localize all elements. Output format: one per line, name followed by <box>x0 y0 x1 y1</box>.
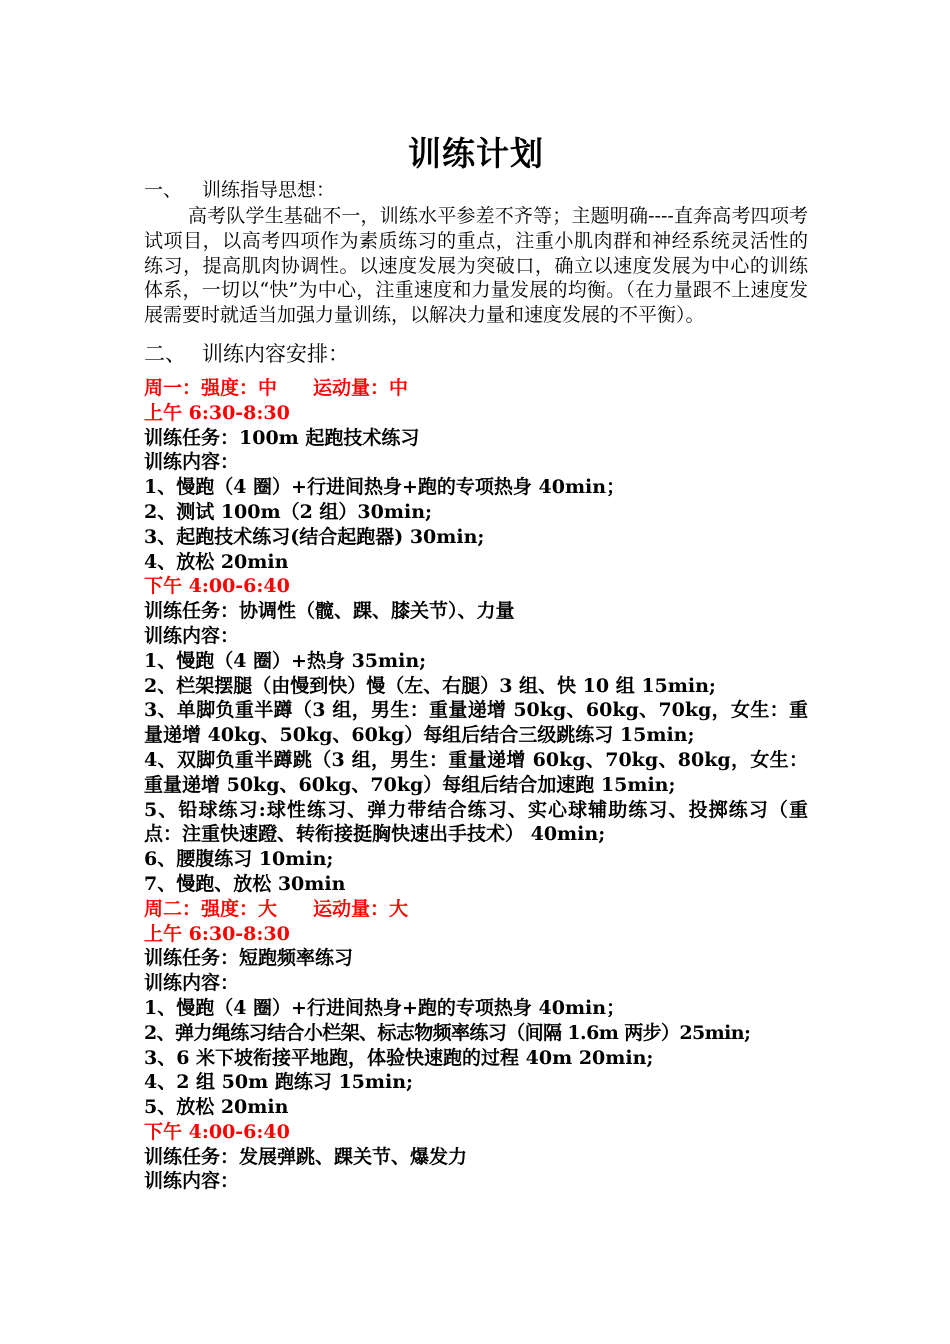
list-item: 3、起跑技术练习(结合起跑器) 30min; <box>144 525 485 548</box>
monday-header <box>144 376 808 401</box>
document-page <box>144 128 808 1194</box>
tuesday-header <box>144 897 808 922</box>
section1-heading <box>144 176 808 204</box>
section1-number: 一、 <box>144 179 183 201</box>
tuesday-pm-content-label: 训练内容： <box>144 1170 240 1193</box>
monday-intensity: 周一：强度：中 <box>144 376 278 399</box>
list-item: 2、弹力绳练习结合小栏架、标志物频率练习（间隔 1.6m 两步）25min; <box>144 1021 751 1044</box>
monday-am-content-label: 训练内容： <box>144 451 240 474</box>
list-item: 4、双脚负重半蹲跳（3 组，男生：重量递增 60kg、70kg、80kg，女生：重量递增 50kg、60kg、70kg）每组后结合加速跑 15min; <box>144 748 808 796</box>
list-item: 3、6 米下坡衔接平地跑，体验快速跑的过程 40m 20min; <box>144 1046 654 1069</box>
list-item: 7、慢跑、放松 30min <box>144 872 346 895</box>
list-item: 1、慢跑（4 圈）+热身 35min; <box>144 649 427 672</box>
tuesday-pm-task: 训练任务：发展弹跳、踝关节、爆发力 <box>144 1145 468 1168</box>
monday-am-time: 上午 6:30-8:30 <box>144 401 290 424</box>
list-item: 1、慢跑（4 圈）+行进间热身+跑的专项热身 40min； <box>144 996 626 1019</box>
section2-title: 训练内容安排： <box>202 341 349 366</box>
page-title: 训练计划 <box>408 134 544 173</box>
list-item: 5、放松 20min <box>144 1096 289 1119</box>
tuesday-am-time: 上午 6:30-8:30 <box>144 922 290 945</box>
tuesday-am-content-label: 训练内容： <box>144 972 240 995</box>
monday-pm-task: 训练任务：协调性（髋、踝、膝关节）、力量 <box>144 600 515 623</box>
section2-number: 二、 <box>144 341 186 366</box>
monday-pm-time: 下午 4:00-6:40 <box>144 575 290 598</box>
list-item: 3、单脚负重半蹲（3 组，男生：重量递增 50kg、60kg、70kg，女生：重量递增 40kg、50kg、60kg）每组后结合三级跳练习 15min; <box>144 699 808 747</box>
section1-title: 训练指导思想： <box>202 179 336 201</box>
section1-paragraph: 高考队学生基础不一，训练水平参差不齐等；主题明确----直奔高考四项考试项目，以高考四项作为素质练习的重点，注重小肌肉群和神经系统灵活性的练习，提高肌肉协调性。以速度发展为突破口，确立以速度发展为中心的训练体系，一切以“快”为中心，注重速度和力量发展的均衡。（在力量跟不上速度发展需要时就适当加强力量训练，以解决力量和速度发展的不平衡）。 <box>144 205 808 327</box>
tuesday-am-task: 训练任务：短跑频率练习 <box>144 947 354 970</box>
list-item: 1、慢跑（4 圈）+行进间热身+跑的专项热身 40min； <box>144 476 626 499</box>
list-item: 2、测试 100m（2 组）30min; <box>144 500 433 523</box>
tuesday-intensity: 周二：强度：大 <box>144 897 278 920</box>
list-item: 4、放松 20min <box>144 550 289 573</box>
section2-heading <box>144 340 808 368</box>
list-item: 4、2 组 50m 跑练习 15min; <box>144 1071 414 1094</box>
tuesday-volume: 运动量：大 <box>313 897 409 920</box>
list-item: 2、栏架摆腿（由慢到快）慢（左、右腿）3 组、快 10 组 15min; <box>144 674 716 697</box>
list-item: 6、腰腹练习 10min; <box>144 848 334 871</box>
monday-am-task: 训练任务：100m 起跑技术练习 <box>144 426 420 449</box>
monday-pm-content-label: 训练内容： <box>144 624 240 647</box>
monday-volume: 运动量：中 <box>313 376 409 399</box>
list-item: 5、铅球练习:球性练习、弹力带结合练习、实心球辅助练习、投掷练习（重点：注重快速蹬、转衔接挺胸快速出手技术） 40min; <box>144 798 808 846</box>
tuesday-pm-time: 下午 4:00-6:40 <box>144 1120 290 1143</box>
